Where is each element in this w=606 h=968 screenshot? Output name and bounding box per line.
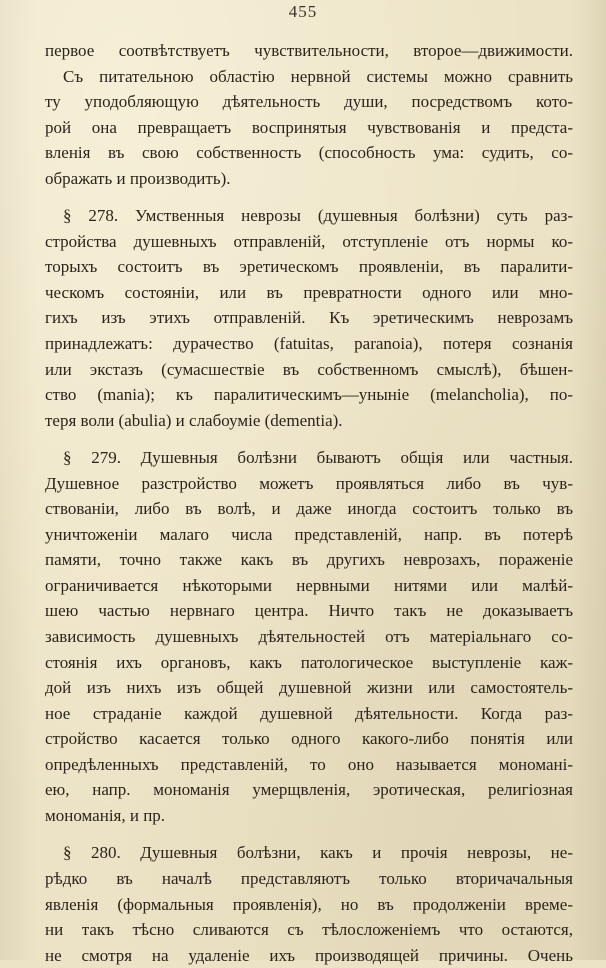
text-line: уничтоженіи малаго числа представленій, напр. въ потерѣ	[45, 524, 573, 544]
section-heading-line: § 278. Умственныя неврозы (душевныя болѣзни) суть раз-	[63, 206, 573, 226]
text-line: стройства душевныхъ отправленій, отступленіе отъ нормы ко-	[45, 231, 573, 251]
paragraph	[45, 203, 573, 433]
text-line: опредѣленныхъ представленій, то оно называется мономані-	[45, 754, 573, 774]
text-line: или экстазъ (сумасшествіе въ собственномъ смыслѣ), бѣшен-	[45, 359, 573, 379]
text-line: ни такъ тѣсно сливаются съ тѣлосложеніемъ что остаются,	[45, 920, 573, 940]
text-line: ческомъ состояніи, или въ превратности одного или мно-	[45, 282, 573, 302]
text-line: ту уподобляющую дѣятельность души, посредствомъ кото-	[45, 92, 573, 112]
text-line: рой она превращаетъ воспринятыя чувствованія и предста-	[45, 117, 573, 137]
paragraph	[45, 445, 573, 828]
text-line: стоянія ихъ органовъ, какъ патологическое выступленіе каж-	[45, 652, 573, 672]
text-line: ображать и производить).	[45, 168, 231, 188]
text-line: ствованіи, либо въ волѣ, и даже иногда состоитъ только въ	[45, 499, 573, 519]
text-line: мономанія, и пр.	[45, 805, 166, 825]
paragraph	[45, 38, 573, 191]
text-line: дой изъ нихъ изъ общей душевной жизни или самостоятель-	[45, 678, 573, 698]
text-line: памяти, точно также какъ въ другихъ неврозахъ, пораженіе	[45, 550, 573, 570]
section-heading-line: § 280. Душевныя болѣзни, какъ и прочія неврозы, не-	[63, 843, 573, 863]
text-line: ное страданіе каждой душевной дѣятельности. Когда раз-	[45, 703, 573, 723]
text-line: ею, напр. мономанія умерщвленія, эротическая, религіозная	[45, 780, 573, 800]
text-line: Душевное разстройство можетъ проявляться либо въ чув-	[45, 473, 573, 493]
body-text	[45, 38, 573, 968]
text-line: зависимость душевныхъ дѣятельностей отъ матеріальнаго со-	[45, 627, 573, 647]
text-line: принадлежатъ: дурачество (fatuitas, paranoia), потеря сознанія	[45, 334, 573, 354]
text-line: стройство касается только одного какого-либо понятія или	[45, 729, 573, 749]
paragraph	[45, 840, 573, 968]
text-line: не смотря на удаленіе ихъ производящей причины. Очень	[45, 945, 573, 965]
text-line: гихъ изъ этихъ отправленій. Къ эретическимъ неврозамъ	[45, 308, 573, 328]
text-line: теря воли (abulia) и слабоуміе (dementia).	[45, 410, 343, 430]
text-line: явленія (формальныя проявленія), но въ продолженіи време-	[45, 894, 573, 914]
text-line: вленія въ свою собственность (способность ума: судить, со-	[45, 143, 573, 163]
text-line: первое соотвѣтствуетъ чувствительности, второе—движимости.	[45, 41, 573, 60]
section-heading-line: § 279. Душевныя болѣзни бываютъ общія или частныя.	[63, 448, 573, 468]
text-line: шею частью нервнаго центра. Ничто такъ не доказываетъ	[45, 601, 573, 621]
page-number: 455	[288, 2, 318, 21]
text-line: ство (mania); къ паралитическимъ—уныніе (melancholia), по-	[45, 385, 573, 405]
text-line: торыхъ состоитъ въ эретическомъ проявленіи, въ паралити-	[45, 257, 573, 277]
text-line: ограничивается нѣкоторыми нервными нитями или малѣй-	[45, 575, 573, 595]
text-line: Съ питательною областію нервной системы можно сравнить	[63, 66, 573, 86]
text-line: рѣдко въ началѣ представляютъ только вторичачальныя	[45, 868, 573, 888]
